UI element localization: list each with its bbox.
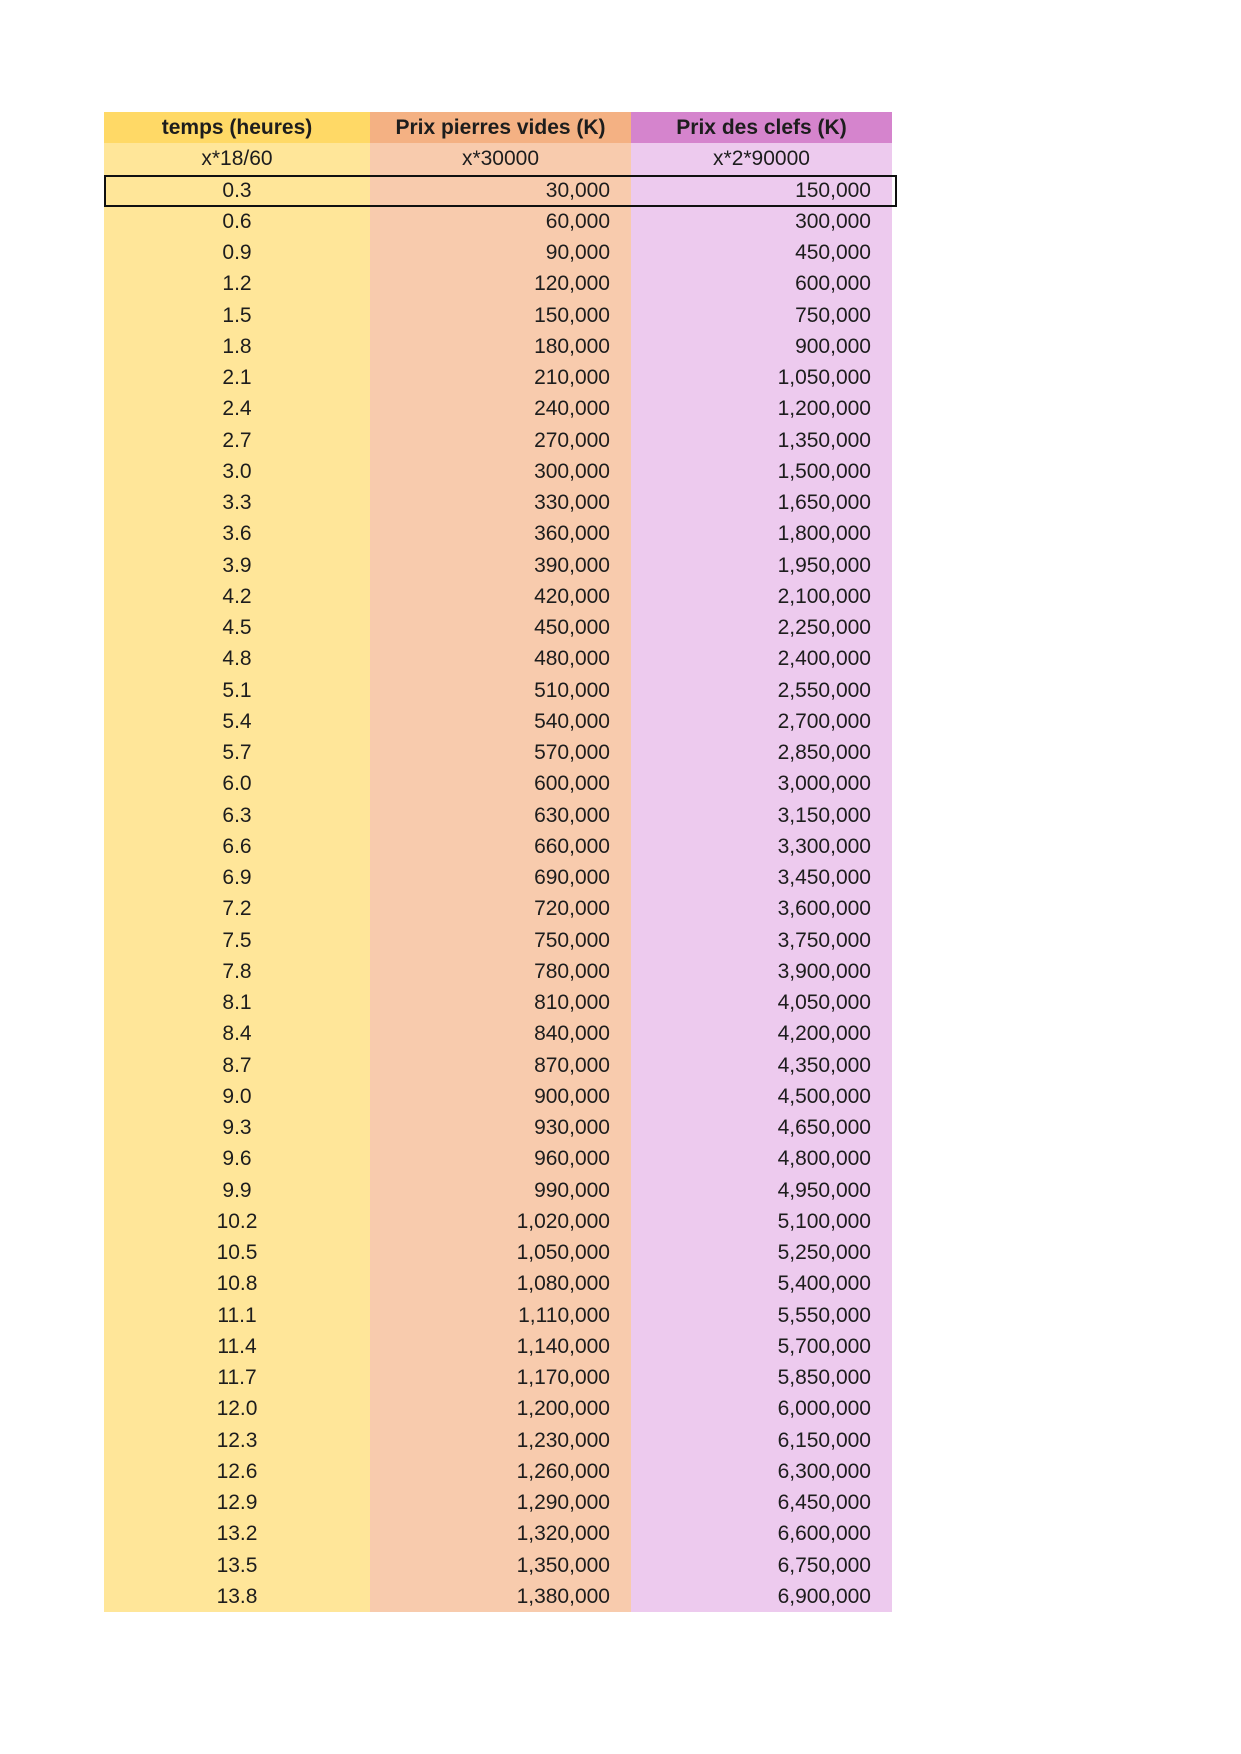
table-cell: 150,000 xyxy=(631,175,892,206)
table-cell: 60,000 xyxy=(370,206,631,237)
table-cell: 6,000,000 xyxy=(631,1393,892,1424)
table-row xyxy=(104,237,892,268)
table-cell: 600,000 xyxy=(631,268,892,299)
table-cell: 1.2 xyxy=(104,268,370,299)
table-cell: 5,400,000 xyxy=(631,1268,892,1299)
table-cell: 750,000 xyxy=(631,300,892,331)
table-row xyxy=(104,1487,892,1518)
table-cell: 3.6 xyxy=(104,518,370,549)
table-cell: 6,900,000 xyxy=(631,1581,892,1612)
table-cell: 12.0 xyxy=(104,1393,370,1424)
table-row xyxy=(104,456,892,487)
table-row xyxy=(104,1581,892,1612)
table-row xyxy=(104,862,892,893)
table-cell: 3,750,000 xyxy=(631,925,892,956)
table-cell: 4.2 xyxy=(104,581,370,612)
table-cell: 2.4 xyxy=(104,393,370,424)
table-cell: 2.7 xyxy=(104,425,370,456)
table-cell: 4,200,000 xyxy=(631,1018,892,1049)
table-body xyxy=(104,175,892,1613)
table-cell: 1,200,000 xyxy=(370,1393,631,1424)
table-cell: 10.8 xyxy=(104,1268,370,1299)
table-cell: 2,700,000 xyxy=(631,706,892,737)
table-cell: 6.3 xyxy=(104,800,370,831)
table-cell: 1,200,000 xyxy=(631,393,892,424)
table-cell: 7.2 xyxy=(104,893,370,924)
table-cell: 90,000 xyxy=(370,237,631,268)
table-cell: 240,000 xyxy=(370,393,631,424)
table-cell: 150,000 xyxy=(370,300,631,331)
table-cell: 1,320,000 xyxy=(370,1518,631,1549)
table-cell: 6,300,000 xyxy=(631,1456,892,1487)
table-cell: 750,000 xyxy=(370,925,631,956)
table-row xyxy=(104,706,892,737)
table-cell: 1,500,000 xyxy=(631,456,892,487)
table-cell: 960,000 xyxy=(370,1143,631,1174)
table-cell: 1.8 xyxy=(104,331,370,362)
table-row xyxy=(104,1456,892,1487)
table-row xyxy=(104,1112,892,1143)
table-cell: 570,000 xyxy=(370,737,631,768)
table-cell: 1,290,000 xyxy=(370,1487,631,1518)
table-cell: 0.3 xyxy=(104,175,370,206)
table-cell: 4.8 xyxy=(104,643,370,674)
table-cell: 1,380,000 xyxy=(370,1581,631,1612)
table-cell: 5,100,000 xyxy=(631,1206,892,1237)
table-cell: 13.5 xyxy=(104,1550,370,1581)
table-cell: 8.4 xyxy=(104,1018,370,1049)
table-cell: 9.6 xyxy=(104,1143,370,1174)
table-cell: 1,350,000 xyxy=(370,1550,631,1581)
table-cell: 900,000 xyxy=(631,331,892,362)
table-row xyxy=(104,487,892,518)
table-cell: 13.2 xyxy=(104,1518,370,1549)
table-row xyxy=(104,393,892,424)
table-cell: 900,000 xyxy=(370,1081,631,1112)
table-cell: 1,170,000 xyxy=(370,1362,631,1393)
table-cell: 2,100,000 xyxy=(631,581,892,612)
table-cell: 9.9 xyxy=(104,1175,370,1206)
table-row xyxy=(104,268,892,299)
table-row xyxy=(104,1268,892,1299)
table-cell: 5.4 xyxy=(104,706,370,737)
formula-cell-temps: x*18/60 xyxy=(104,143,370,174)
table-cell: 1,140,000 xyxy=(370,1331,631,1362)
table-row xyxy=(104,643,892,674)
table-cell: 780,000 xyxy=(370,956,631,987)
table-cell: 1,110,000 xyxy=(370,1300,631,1331)
table-row xyxy=(104,893,892,924)
table-row xyxy=(104,1175,892,1206)
table-cell: 4,650,000 xyxy=(631,1112,892,1143)
table-row xyxy=(104,518,892,549)
table-cell: 390,000 xyxy=(370,550,631,581)
table-cell: 2,400,000 xyxy=(631,643,892,674)
table-cell: 630,000 xyxy=(370,800,631,831)
table-cell: 480,000 xyxy=(370,643,631,674)
table-cell: 2.1 xyxy=(104,362,370,393)
table-cell: 9.0 xyxy=(104,1081,370,1112)
table-cell: 540,000 xyxy=(370,706,631,737)
table-cell: 11.7 xyxy=(104,1362,370,1393)
table-row xyxy=(104,1206,892,1237)
table-row xyxy=(104,425,892,456)
table-row xyxy=(104,331,892,362)
table-row xyxy=(104,206,892,237)
table-cell: 360,000 xyxy=(370,518,631,549)
table-row xyxy=(104,1331,892,1362)
table-row xyxy=(104,175,892,206)
table-row xyxy=(104,550,892,581)
column-header-clefs: Prix des clefs (K) xyxy=(631,112,892,143)
table-cell: 5.1 xyxy=(104,675,370,706)
table-cell: 690,000 xyxy=(370,862,631,893)
table-cell: 4,950,000 xyxy=(631,1175,892,1206)
table-cell: 1,230,000 xyxy=(370,1425,631,1456)
table-cell: 6,150,000 xyxy=(631,1425,892,1456)
table-cell: 4,050,000 xyxy=(631,987,892,1018)
table-cell: 5,700,000 xyxy=(631,1331,892,1362)
table-cell: 8.7 xyxy=(104,1050,370,1081)
table-cell: 720,000 xyxy=(370,893,631,924)
table-cell: 660,000 xyxy=(370,831,631,862)
table-cell: 5.7 xyxy=(104,737,370,768)
table-cell: 4.5 xyxy=(104,612,370,643)
table-cell: 3,900,000 xyxy=(631,956,892,987)
table-cell: 450,000 xyxy=(631,237,892,268)
table-cell: 3,300,000 xyxy=(631,831,892,862)
table-cell: 1.5 xyxy=(104,300,370,331)
table-cell: 510,000 xyxy=(370,675,631,706)
table-cell: 210,000 xyxy=(370,362,631,393)
table-row xyxy=(104,925,892,956)
table-cell: 930,000 xyxy=(370,1112,631,1143)
table-cell: 180,000 xyxy=(370,331,631,362)
table-header-row xyxy=(104,112,892,143)
table-cell: 4,350,000 xyxy=(631,1050,892,1081)
table-row xyxy=(104,1050,892,1081)
table-cell: 3.3 xyxy=(104,487,370,518)
table-cell: 6,450,000 xyxy=(631,1487,892,1518)
table-row xyxy=(104,956,892,987)
table-row xyxy=(104,768,892,799)
table-row xyxy=(104,1081,892,1112)
table-cell: 1,020,000 xyxy=(370,1206,631,1237)
table-cell: 3.0 xyxy=(104,456,370,487)
table-row xyxy=(104,1018,892,1049)
table-cell: 13.8 xyxy=(104,1581,370,1612)
table-cell: 990,000 xyxy=(370,1175,631,1206)
table-cell: 3,000,000 xyxy=(631,768,892,799)
formula-cell-clefs: x*2*90000 xyxy=(631,143,892,174)
table-cell: 8.1 xyxy=(104,987,370,1018)
table-cell: 6.6 xyxy=(104,831,370,862)
table-row xyxy=(104,300,892,331)
table-cell: 6,750,000 xyxy=(631,1550,892,1581)
table-cell: 30,000 xyxy=(370,175,631,206)
table-cell: 810,000 xyxy=(370,987,631,1018)
table-row xyxy=(104,1393,892,1424)
table-cell: 3,450,000 xyxy=(631,862,892,893)
table-row xyxy=(104,1425,892,1456)
table-cell: 5,250,000 xyxy=(631,1237,892,1268)
table-cell: 270,000 xyxy=(370,425,631,456)
table-cell: 7.8 xyxy=(104,956,370,987)
table-row xyxy=(104,1143,892,1174)
table-row xyxy=(104,675,892,706)
table-formula-row xyxy=(104,143,892,174)
table-cell: 330,000 xyxy=(370,487,631,518)
table-cell: 2,850,000 xyxy=(631,737,892,768)
table-row xyxy=(104,831,892,862)
table-cell: 6.9 xyxy=(104,862,370,893)
table-cell: 1,950,000 xyxy=(631,550,892,581)
table-cell: 5,550,000 xyxy=(631,1300,892,1331)
table-cell: 2,550,000 xyxy=(631,675,892,706)
table-cell: 420,000 xyxy=(370,581,631,612)
table-cell: 1,650,000 xyxy=(631,487,892,518)
table-cell: 120,000 xyxy=(370,268,631,299)
table-cell: 3.9 xyxy=(104,550,370,581)
table-cell: 1,050,000 xyxy=(370,1237,631,1268)
table-cell: 1,350,000 xyxy=(631,425,892,456)
table-cell: 12.9 xyxy=(104,1487,370,1518)
table-cell: 870,000 xyxy=(370,1050,631,1081)
table-cell: 11.4 xyxy=(104,1331,370,1362)
table-cell: 600,000 xyxy=(370,768,631,799)
table-cell: 12.3 xyxy=(104,1425,370,1456)
table-cell: 7.5 xyxy=(104,925,370,956)
table-cell: 2,250,000 xyxy=(631,612,892,643)
table-row xyxy=(104,1518,892,1549)
table-cell: 11.1 xyxy=(104,1300,370,1331)
table-row xyxy=(104,1362,892,1393)
table-cell: 1,260,000 xyxy=(370,1456,631,1487)
table-cell: 300,000 xyxy=(631,206,892,237)
table-cell: 1,800,000 xyxy=(631,518,892,549)
column-header-temps: temps (heures) xyxy=(104,112,370,143)
table-cell: 12.6 xyxy=(104,1456,370,1487)
table-cell: 3,600,000 xyxy=(631,893,892,924)
table-row xyxy=(104,1237,892,1268)
table-cell: 10.5 xyxy=(104,1237,370,1268)
table-row xyxy=(104,737,892,768)
table-cell: 9.3 xyxy=(104,1112,370,1143)
table-cell: 0.6 xyxy=(104,206,370,237)
column-header-pierres-vides: Prix pierres vides (K) xyxy=(370,112,631,143)
table-cell: 4,800,000 xyxy=(631,1143,892,1174)
price-table xyxy=(104,112,892,1612)
table-row xyxy=(104,800,892,831)
table-row xyxy=(104,1300,892,1331)
table-cell: 300,000 xyxy=(370,456,631,487)
table-row xyxy=(104,612,892,643)
table-cell: 6.0 xyxy=(104,768,370,799)
table-row xyxy=(104,362,892,393)
table-cell: 10.2 xyxy=(104,1206,370,1237)
formula-cell-pierres-vides: x*30000 xyxy=(370,143,631,174)
table-cell: 4,500,000 xyxy=(631,1081,892,1112)
table-cell: 5,850,000 xyxy=(631,1362,892,1393)
table-row xyxy=(104,1550,892,1581)
table-cell: 1,050,000 xyxy=(631,362,892,393)
table-cell: 840,000 xyxy=(370,1018,631,1049)
table-cell: 450,000 xyxy=(370,612,631,643)
table-cell: 1,080,000 xyxy=(370,1268,631,1299)
table-cell: 0.9 xyxy=(104,237,370,268)
table-cell: 3,150,000 xyxy=(631,800,892,831)
table-cell: 6,600,000 xyxy=(631,1518,892,1549)
table-row xyxy=(104,581,892,612)
table-row xyxy=(104,987,892,1018)
